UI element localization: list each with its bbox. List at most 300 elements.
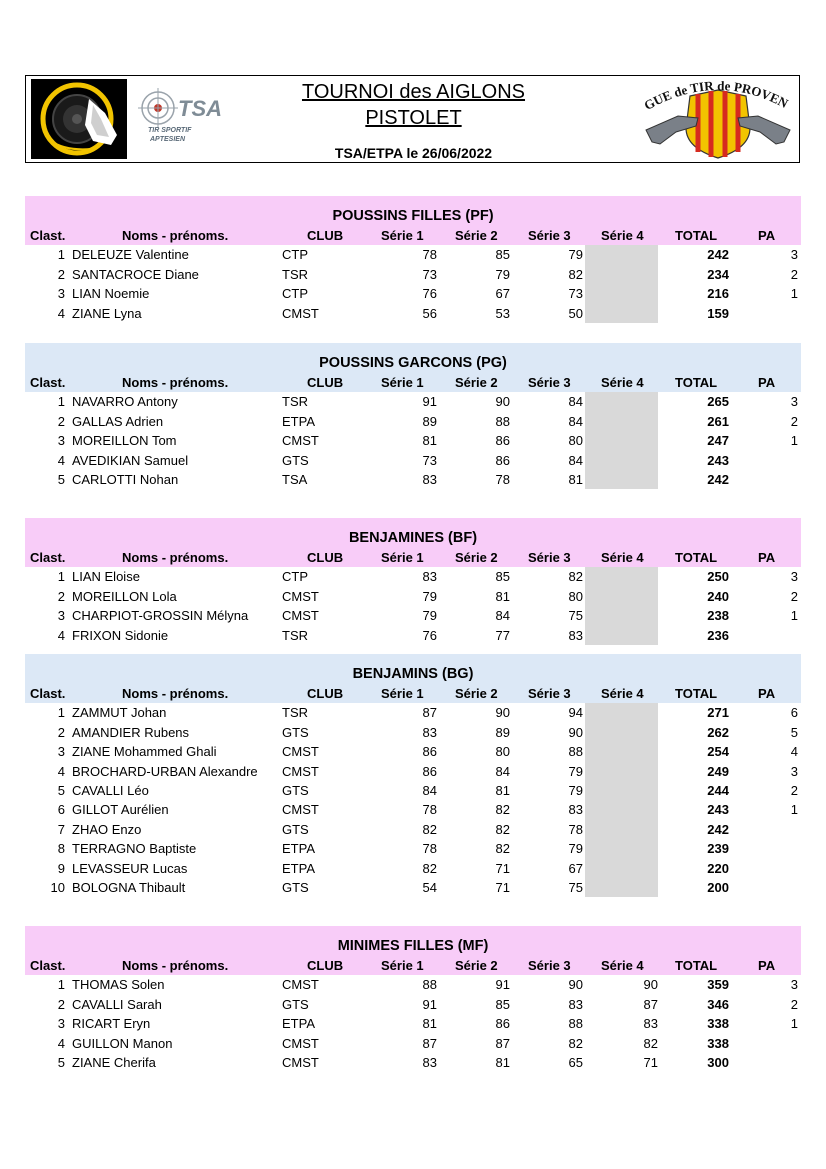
cell-rank: 5: [57, 782, 65, 798]
header-s2: Série 2: [455, 550, 498, 565]
cell-name: LIAN Noemie: [72, 286, 150, 302]
cell-s2: 71: [495, 879, 510, 895]
cell-s2: 86: [495, 433, 510, 449]
cell-s3: 84: [568, 452, 583, 468]
cell-s4: [585, 412, 658, 431]
cell-pa: 2: [790, 782, 798, 798]
cell-name: MOREILLON Lola: [72, 588, 177, 604]
cell-rank: 5: [57, 1054, 65, 1070]
cell-total: 239: [707, 841, 729, 857]
cell-s4: [585, 284, 658, 303]
cell-rank: 5: [57, 471, 65, 487]
cell-rank: 8: [57, 841, 65, 857]
table-row: [25, 742, 801, 761]
cell-pa: 2: [790, 996, 798, 1012]
header-club: CLUB: [307, 228, 344, 243]
header-s3: Série 3: [528, 550, 571, 565]
table-row: [25, 1014, 801, 1033]
header-clast: Clast.: [30, 550, 66, 565]
cell-s2: 82: [495, 841, 510, 857]
cell-s2: 77: [495, 627, 510, 643]
cell-rank: 3: [57, 286, 65, 302]
cell-name: CAVALLI Sarah: [72, 996, 162, 1012]
cell-rank: 2: [57, 266, 65, 282]
cell-s4: [585, 451, 658, 470]
cell-s3: 79: [568, 763, 583, 779]
header-s1: Série 1: [381, 550, 424, 565]
cell-s3: 80: [568, 588, 583, 604]
cell-total: 159: [707, 305, 729, 321]
cell-name: GUILLON Manon: [72, 1035, 173, 1051]
header-s2: Série 2: [455, 375, 498, 390]
section-banner: [25, 518, 801, 548]
cell-s1: 78: [422, 841, 437, 857]
cell-s3: 67: [568, 860, 583, 876]
svg-text:APTESIEN: APTESIEN: [150, 136, 186, 143]
event-subtitle: TSA/ETPA le 26/06/2022: [334, 145, 493, 161]
section-title: MINIMES FILLES (MF): [337, 938, 489, 954]
cell-total: 338: [707, 1035, 729, 1051]
header-pa: PA: [758, 375, 776, 390]
cell-total: 249: [707, 763, 729, 779]
header-name: Noms - prénoms.: [122, 958, 229, 973]
header-total: TOTAL: [675, 958, 718, 973]
cell-s2: 90: [495, 394, 510, 410]
cell-total: 242: [707, 471, 729, 487]
cell-club: TSA: [282, 471, 308, 487]
cell-s3: 81: [568, 471, 583, 487]
header-s4: Série 4: [601, 686, 644, 701]
cell-club: TSR: [282, 705, 308, 721]
table-row: [25, 451, 801, 470]
cell-s4: [585, 800, 658, 819]
cell-s4: [585, 567, 658, 586]
cell-name: CARLOTTI Nohan: [72, 471, 179, 487]
header-s1: Série 1: [381, 228, 424, 243]
cell-total: 271: [707, 705, 729, 721]
cell-s1: 73: [422, 266, 437, 282]
table-row: [25, 304, 801, 323]
table-row: [25, 878, 801, 897]
cell-total: 236: [707, 627, 729, 643]
cell-s1: 56: [422, 305, 437, 321]
header-s1: Série 1: [381, 686, 424, 701]
cell-club: GTS: [282, 821, 309, 837]
cell-s1: 81: [422, 1016, 437, 1032]
cell-club: ETPA: [282, 1016, 315, 1032]
column-header-row: [25, 226, 801, 245]
cell-s2: 81: [495, 1054, 510, 1070]
cell-club: CTP: [282, 286, 308, 302]
cell-name: DELEUZE Valentine: [72, 247, 189, 263]
header-s2: Série 2: [455, 958, 498, 973]
table-row: [25, 839, 801, 858]
cell-s3: 94: [568, 705, 583, 721]
cell-pa: 6: [790, 705, 798, 721]
cell-s3: 84: [568, 413, 583, 429]
header-s4: Série 4: [601, 375, 644, 390]
cell-s3: 78: [568, 821, 583, 837]
cell-pa: 1: [790, 1016, 798, 1032]
cell-s4: [585, 703, 658, 722]
cell-s3: 83: [568, 802, 583, 818]
section-1: [25, 196, 801, 323]
table-row: [25, 820, 801, 839]
cell-s3: 50: [568, 305, 583, 321]
cell-club: GTS: [282, 782, 309, 798]
cell-total: 265: [707, 394, 729, 410]
ligue-provence-logo: [638, 78, 798, 160]
cell-total: 338: [707, 1016, 729, 1032]
cell-s1: 83: [422, 569, 437, 585]
cell-rank: 6: [57, 802, 65, 818]
table-row: [25, 703, 801, 722]
cell-s3: 90: [568, 724, 583, 740]
cell-s2: 91: [495, 977, 510, 993]
cell-rank: 10: [50, 879, 65, 895]
table-row: [25, 975, 801, 994]
ligue-provence-logo-graphic: [638, 78, 798, 160]
cell-rank: 4: [57, 1035, 65, 1051]
cell-s1: 78: [422, 247, 437, 263]
cell-club: ETPA: [282, 413, 315, 429]
cell-pa: 5: [790, 724, 798, 740]
cell-total: 200: [707, 879, 729, 895]
cell-rank: 9: [57, 860, 65, 876]
cell-rank: 4: [57, 627, 65, 643]
cell-pa: 1: [790, 286, 798, 302]
table-row: [25, 284, 801, 303]
cell-rank: 1: [57, 394, 65, 410]
column-header-row: [25, 548, 801, 567]
cell-s4: 83: [643, 1016, 658, 1032]
cell-name: RICART Eryn: [72, 1016, 151, 1032]
cell-club: CMST: [282, 763, 319, 779]
header-name: Noms - prénoms.: [122, 686, 229, 701]
header-s4: Série 4: [601, 550, 644, 565]
cell-s3: 80: [568, 433, 583, 449]
table-row: [25, 265, 801, 284]
cell-s4: [585, 762, 658, 781]
cell-pa: 3: [790, 977, 798, 993]
cell-s1: 82: [422, 860, 437, 876]
table-row: [25, 567, 801, 586]
cell-s4: [585, 878, 658, 897]
cell-rank: 4: [57, 452, 65, 468]
section-title: BENJAMINES (BF): [348, 530, 478, 546]
cell-s1: 91: [422, 394, 437, 410]
cell-s4: [585, 245, 658, 264]
cell-s1: 83: [422, 724, 437, 740]
cell-pa: 2: [790, 413, 798, 429]
cell-s1: 73: [422, 452, 437, 468]
cell-s1: 86: [422, 763, 437, 779]
section-banner: [25, 343, 801, 373]
cell-name: TERRAGNO Baptiste: [72, 841, 197, 857]
cell-pa: 3: [790, 763, 798, 779]
table-row: [25, 431, 801, 450]
cell-s2: 53: [495, 305, 510, 321]
cell-club: TSR: [282, 266, 308, 282]
cell-total: 247: [707, 433, 729, 449]
cell-club: GTS: [282, 996, 309, 1012]
cell-name: BOLOGNA Thibault: [72, 879, 186, 895]
cell-pa: 3: [790, 569, 798, 585]
cell-total: 243: [707, 452, 729, 468]
cell-rank: 2: [57, 588, 65, 604]
cell-rank: 3: [57, 608, 65, 624]
table-row: [25, 859, 801, 878]
cell-club: CMST: [282, 608, 319, 624]
header-s4: Série 4: [601, 228, 644, 243]
section-2: [25, 343, 801, 489]
cell-rank: 2: [57, 724, 65, 740]
document-header: [25, 75, 800, 163]
cell-name: MOREILLON Tom: [72, 433, 177, 449]
cell-total: 242: [707, 247, 729, 263]
header-clast: Clast.: [30, 375, 66, 390]
table-row: [25, 606, 801, 625]
cell-s4: 87: [643, 996, 658, 1012]
cell-s4: [585, 839, 658, 858]
cell-total: 254: [707, 744, 729, 760]
cell-s3: 88: [568, 744, 583, 760]
cell-s1: 91: [422, 996, 437, 1012]
cell-total: 262: [707, 724, 729, 740]
cell-s1: 87: [422, 1035, 437, 1051]
section-banner: [25, 196, 801, 226]
cell-club: CTP: [282, 247, 308, 263]
cell-club: CMST: [282, 433, 319, 449]
header-clast: Clast.: [30, 686, 66, 701]
header-total: TOTAL: [675, 686, 718, 701]
cell-pa: 2: [790, 588, 798, 604]
header-pa: PA: [758, 228, 776, 243]
cell-s3: 79: [568, 782, 583, 798]
cell-total: 244: [707, 782, 729, 798]
table-row: [25, 412, 801, 431]
cell-s2: 85: [495, 996, 510, 1012]
header-s2: Série 2: [455, 228, 498, 243]
cell-name: GALLAS Adrien: [72, 413, 164, 429]
cell-rank: 4: [57, 305, 65, 321]
cell-s2: 85: [495, 569, 510, 585]
table-row: [25, 392, 801, 411]
cell-s4: 90: [643, 977, 658, 993]
header-s2: Série 2: [455, 686, 498, 701]
cell-s2: 78: [495, 471, 510, 487]
cell-s2: 86: [495, 1016, 510, 1032]
section-4: [25, 654, 801, 897]
header-club: CLUB: [307, 550, 344, 565]
cell-s2: 81: [495, 782, 510, 798]
cell-s3: 84: [568, 394, 583, 410]
cell-name: BROCHARD-URBAN Alexandre: [72, 763, 258, 779]
section-banner: [25, 926, 801, 956]
cell-name: LIAN Eloise: [72, 569, 140, 585]
cell-pa: 4: [790, 744, 798, 760]
header-name: Noms - prénoms.: [122, 375, 229, 390]
cell-name: ZIANE Cherifa: [72, 1054, 156, 1070]
cell-s1: 79: [422, 588, 437, 604]
cell-total: 346: [707, 996, 729, 1012]
cell-pa: 2: [790, 266, 798, 282]
cell-s4: [585, 723, 658, 742]
discipline-title: PISTOLET: [365, 107, 462, 129]
cell-name: ZIANE Lyna: [72, 305, 142, 321]
header-s4: Série 4: [601, 958, 644, 973]
cell-name: FRIXON Sidonie: [72, 627, 169, 643]
cell-name: CAVALLI Léo: [72, 782, 149, 798]
section-title: POUSSINS GARCONS (PG): [319, 355, 507, 371]
cell-s3: 82: [568, 266, 583, 282]
cell-s4: [585, 859, 658, 878]
cell-s2: 82: [495, 802, 510, 818]
svg-text:TIR SPORTIF: TIR SPORTIF: [148, 127, 192, 134]
header-name: Noms - prénoms.: [122, 228, 229, 243]
cell-s2: 67: [495, 286, 510, 302]
cell-s4: [585, 265, 658, 284]
cell-total: 238: [707, 608, 729, 624]
cell-club: TSR: [282, 394, 308, 410]
cell-name: ZIANE Mohammed Ghali: [72, 744, 217, 760]
cell-club: GTS: [282, 879, 309, 895]
cell-name: AVEDIKIAN Samuel: [72, 452, 189, 468]
cell-s2: 79: [495, 266, 510, 282]
cell-s2: 80: [495, 744, 510, 760]
table-row: [25, 587, 801, 606]
cell-s3: 75: [568, 608, 583, 624]
table-row: [25, 800, 801, 819]
cell-s4: [585, 606, 658, 625]
cell-name: ZAMMUT Johan: [72, 705, 167, 721]
cell-s1: 76: [422, 627, 437, 643]
cell-rank: 1: [57, 569, 65, 585]
cell-s4: [585, 626, 658, 645]
cell-s3: 73: [568, 286, 583, 302]
cell-s3: 82: [568, 1035, 583, 1051]
section-3: [25, 518, 801, 645]
header-s3: Série 3: [528, 686, 571, 701]
cell-s4: [585, 431, 658, 450]
section-banner: [25, 654, 801, 684]
cell-pa: 3: [790, 394, 798, 410]
cell-s2: 89: [495, 724, 510, 740]
cell-s3: 65: [568, 1054, 583, 1070]
cell-club: CMST: [282, 588, 319, 604]
cell-club: CMST: [282, 1054, 319, 1070]
header-clast: Clast.: [30, 958, 66, 973]
header-s3: Série 3: [528, 958, 571, 973]
cell-s3: 82: [568, 569, 583, 585]
cell-name: ZHAO Enzo: [72, 821, 142, 837]
header-club: CLUB: [307, 958, 344, 973]
cell-club: CMST: [282, 977, 319, 993]
header-name: Noms - prénoms.: [122, 550, 229, 565]
cell-total: 359: [707, 977, 729, 993]
table-row: [25, 1034, 801, 1053]
svg-text:LIGUE de TIR de PROVENCE: GUE de TIR de PROVEN: [641, 78, 791, 114]
cell-s2: 87: [495, 1035, 510, 1051]
table-row: [25, 1053, 801, 1072]
cell-total: 242: [707, 821, 729, 837]
cell-total: 220: [707, 860, 729, 876]
cell-s3: 88: [568, 1016, 583, 1032]
cell-s1: 82: [422, 821, 437, 837]
table-row: [25, 470, 801, 489]
cell-s1: 78: [422, 802, 437, 818]
cell-pa: 1: [790, 802, 798, 818]
cell-s2: 71: [495, 860, 510, 876]
cell-rank: 2: [57, 996, 65, 1012]
cell-name: THOMAS Solen: [72, 977, 165, 993]
cell-rank: 4: [57, 763, 65, 779]
cell-s2: 82: [495, 821, 510, 837]
cell-total: 261: [707, 413, 729, 429]
cell-total: 234: [707, 266, 729, 282]
cell-s4: [585, 392, 658, 411]
cell-s3: 75: [568, 879, 583, 895]
table-row: [25, 781, 801, 800]
cell-name: NAVARRO Antony: [72, 394, 178, 410]
cell-club: TSR: [282, 627, 308, 643]
cell-s4: [585, 587, 658, 606]
cell-name: LEVASSEUR Lucas: [72, 860, 188, 876]
cell-s1: 76: [422, 286, 437, 302]
cell-s3: 90: [568, 977, 583, 993]
header-pa: PA: [758, 686, 776, 701]
cell-club: CMST: [282, 744, 319, 760]
cell-s1: 87: [422, 705, 437, 721]
cell-s4: [585, 820, 658, 839]
table-row: [25, 626, 801, 645]
header-club: CLUB: [307, 375, 344, 390]
cell-club: GTS: [282, 452, 309, 468]
cell-s2: 88: [495, 413, 510, 429]
table-row: [25, 995, 801, 1014]
header-s1: Série 1: [381, 958, 424, 973]
cell-s1: 83: [422, 1054, 437, 1070]
cell-total: 216: [707, 286, 729, 302]
section-title: BENJAMINS (BG): [352, 666, 474, 682]
cell-s1: 88: [422, 977, 437, 993]
cell-s1: 54: [422, 879, 437, 895]
column-header-row: [25, 956, 801, 975]
header-s1: Série 1: [381, 375, 424, 390]
cell-s2: 84: [495, 763, 510, 779]
cell-s1: 84: [422, 782, 437, 798]
header-pa: PA: [758, 550, 776, 565]
cell-rank: 1: [57, 705, 65, 721]
cell-club: ETPA: [282, 841, 315, 857]
cell-s4: [585, 470, 658, 489]
cell-s2: 85: [495, 247, 510, 263]
header-total: TOTAL: [675, 228, 718, 243]
cell-pa: 1: [790, 433, 798, 449]
cell-total: 243: [707, 802, 729, 818]
header-total: TOTAL: [675, 375, 718, 390]
cell-rank: 2: [57, 413, 65, 429]
cell-rank: 3: [57, 1016, 65, 1032]
section-5: [25, 926, 801, 1072]
cell-name: SANTACROCE Diane: [72, 266, 199, 282]
cell-total: 250: [707, 569, 729, 585]
header-s3: Série 3: [528, 375, 571, 390]
cell-s2: 81: [495, 588, 510, 604]
cell-s4: [585, 742, 658, 761]
cell-s3: 83: [568, 996, 583, 1012]
cell-s3: 79: [568, 841, 583, 857]
